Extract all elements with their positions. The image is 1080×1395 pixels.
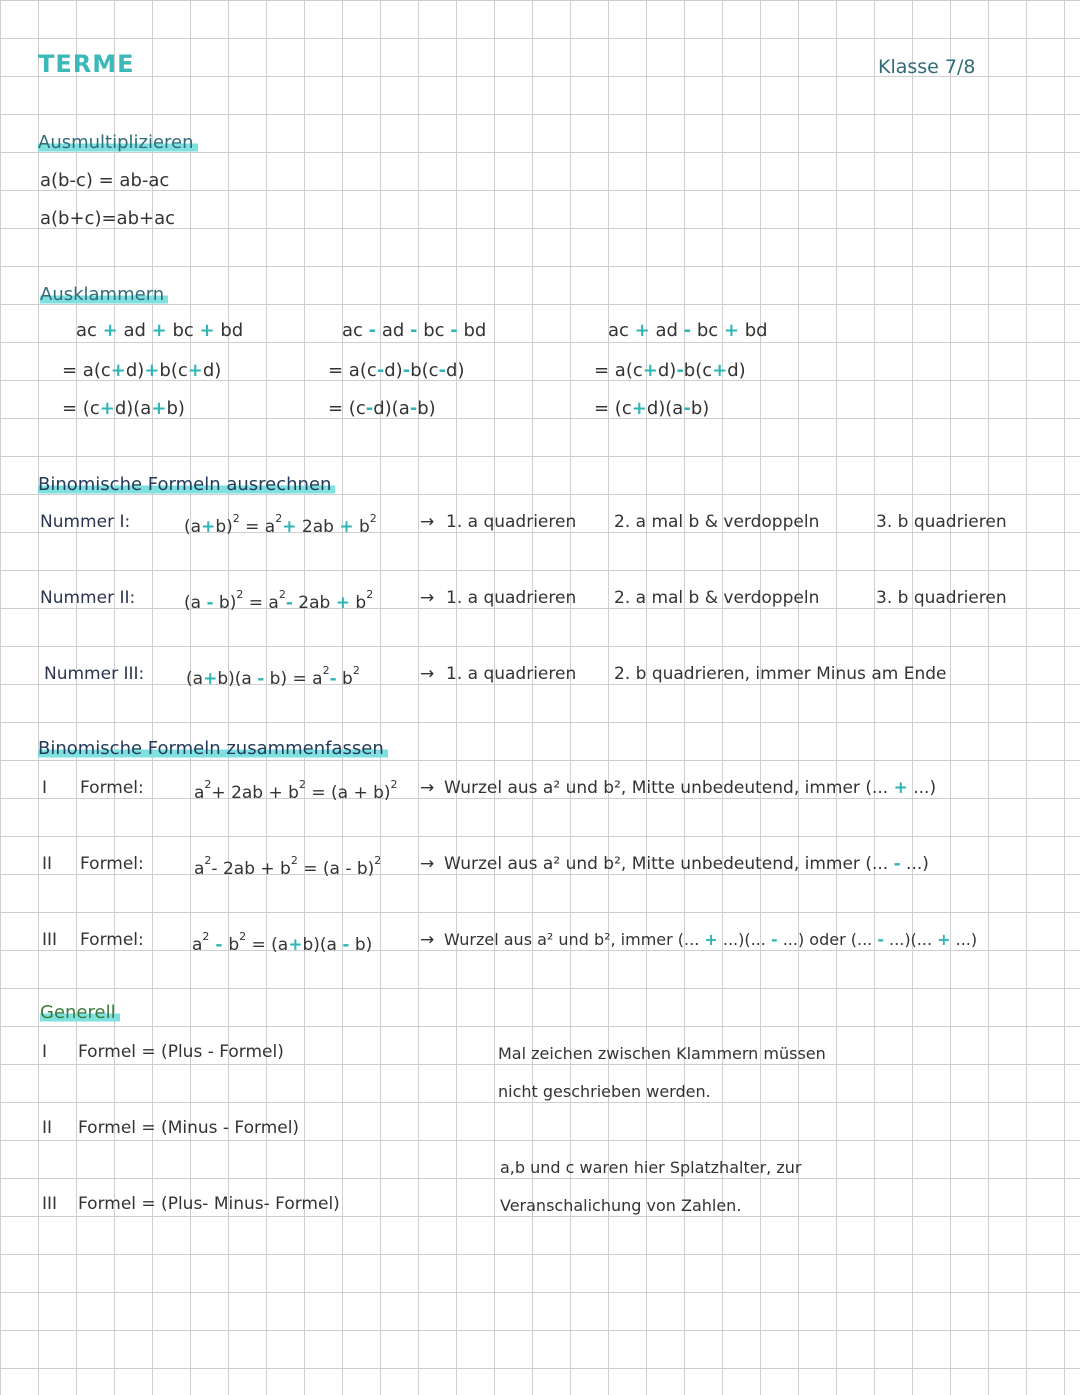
ausrechnen-step1-3: 1. a quadrieren <box>446 664 577 684</box>
ausklammern-ex1-line2: = a(c+d)+b(c+d) <box>62 360 222 381</box>
zusammen-num-2: II <box>42 854 53 874</box>
ausrechnen-step3-1: 3. b quadrieren <box>876 512 1007 532</box>
zusammen-label-2: Formel: <box>80 854 144 874</box>
heading-zusammenfassen: Binomische Formeln zusammenfassen <box>38 738 388 759</box>
ausklammern-ex1-line3: = (c+d)(a+b) <box>62 398 185 419</box>
zusammen-num-3: III <box>42 930 58 950</box>
ausklammern-ex2-line3: = (c-d)(a-b) <box>328 398 436 419</box>
ausrechnen-step3-2: 3. b quadrieren <box>876 588 1007 608</box>
ausklammern-ex3-line1: ac + ad - bc + bd <box>608 320 768 341</box>
generell-num-2: II <box>42 1118 53 1138</box>
generell-note-4: Veranschalichung von Zahlen. <box>500 1196 742 1215</box>
ausrechnen-arrow-1: → <box>420 512 435 532</box>
zusammen-text-1: Wurzel aus a² und b², Mitte unbedeutend, immer (... + ...) <box>444 778 937 798</box>
ausmultiplizieren-line-2: a(b+c)=ab+ac <box>40 208 176 229</box>
generell-note-2: nicht geschrieben werden. <box>498 1082 711 1101</box>
ausrechnen-step1-1: 1. a quadrieren <box>446 512 577 532</box>
zusammen-text-3: Wurzel aus a² und b², immer (... + ...)(... - ...) oder (... - ...)(... + ...) <box>444 930 978 949</box>
ausrechnen-step1-2: 1. a quadrieren <box>446 588 577 608</box>
ausrechnen-label-3: Nummer III: <box>44 664 145 684</box>
generell-num-3: III <box>42 1194 58 1214</box>
ausrechnen-label-2: Nummer II: <box>40 588 136 608</box>
heading-ausklammern: Ausklammern <box>40 284 168 305</box>
class-label: Klasse 7/8 <box>878 56 976 78</box>
zusammen-formula-3: $a^2 - b^2 = (a+b)(a - b)$ <box>192 930 373 955</box>
ausrechnen-formula-1: $(a+b)^2 = a^2+ 2ab + b^2$ <box>184 512 377 537</box>
generell-note-3: a,b und c waren hier Splatzhalter, zur <box>500 1158 802 1177</box>
page-title: TERME <box>38 50 135 78</box>
ausrechnen-step2-2: 2. a mal b & verdoppeln <box>614 588 820 608</box>
zusammen-text-2: Wurzel aus a² und b², Mitte unbedeutend, immer (... - ...) <box>444 854 929 874</box>
ausrechnen-formula-2: $(a - b)^2 = a^2-$ $2ab + b^2$ <box>184 588 374 613</box>
heading-generell: Generell <box>40 1002 120 1023</box>
zusammen-label-1: Formel: <box>80 778 144 798</box>
zusammen-formula-1: $a^2+ 2ab + b^2 = (a + b)^2$ <box>194 778 398 803</box>
heading-ausrechnen: Binomische Formeln ausrechnen <box>38 474 335 495</box>
ausrechnen-label-1: Nummer I: <box>40 512 131 532</box>
generell-item-3: Formel = (Plus- Minus- Formel) <box>78 1194 340 1214</box>
generell-num-1: I <box>42 1042 48 1062</box>
ausklammern-ex1-line1: ac + ad + bc + bd <box>76 320 244 341</box>
ausrechnen-step2-1: 2. a mal b & verdoppeln <box>614 512 820 532</box>
zusammen-arrow-3: → <box>420 930 435 950</box>
ausklammern-ex2-line2: = a(c-d)-b(c-d) <box>328 360 465 381</box>
zusammen-formula-2: $a^2-$ $2ab + b^2 = (a - b)^2$ <box>194 854 382 879</box>
ausrechnen-step2-3: 2. b quadrieren, immer Minus am Ende <box>614 664 947 684</box>
ausklammern-ex3-line2: = a(c+d)-b(c+d) <box>594 360 746 381</box>
ausklammern-ex2-line1: ac - ad - bc - bd <box>342 320 487 341</box>
zusammen-arrow-2: → <box>420 854 435 874</box>
ausmultiplizieren-line-1: a(b-c) = ab-ac <box>40 170 170 191</box>
ausklammern-ex3-line3: = (c+d)(a-b) <box>594 398 710 419</box>
zusammen-label-3: Formel: <box>80 930 144 950</box>
zusammen-num-1: I <box>42 778 48 798</box>
heading-ausmultiplizieren: Ausmultiplizieren <box>38 132 198 153</box>
ausrechnen-formula-3: $(a+b)(a - b) = a^2-$ $b^2$ <box>186 664 360 689</box>
generell-item-1: Formel = (Plus - Formel) <box>78 1042 284 1062</box>
ausrechnen-arrow-3: → <box>420 664 435 684</box>
zusammen-arrow-1: → <box>420 778 435 798</box>
generell-note-1: Mal zeichen zwischen Klammern müssen <box>498 1044 826 1063</box>
ausrechnen-arrow-2: → <box>420 588 435 608</box>
generell-item-2: Formel = (Minus - Formel) <box>78 1118 300 1138</box>
